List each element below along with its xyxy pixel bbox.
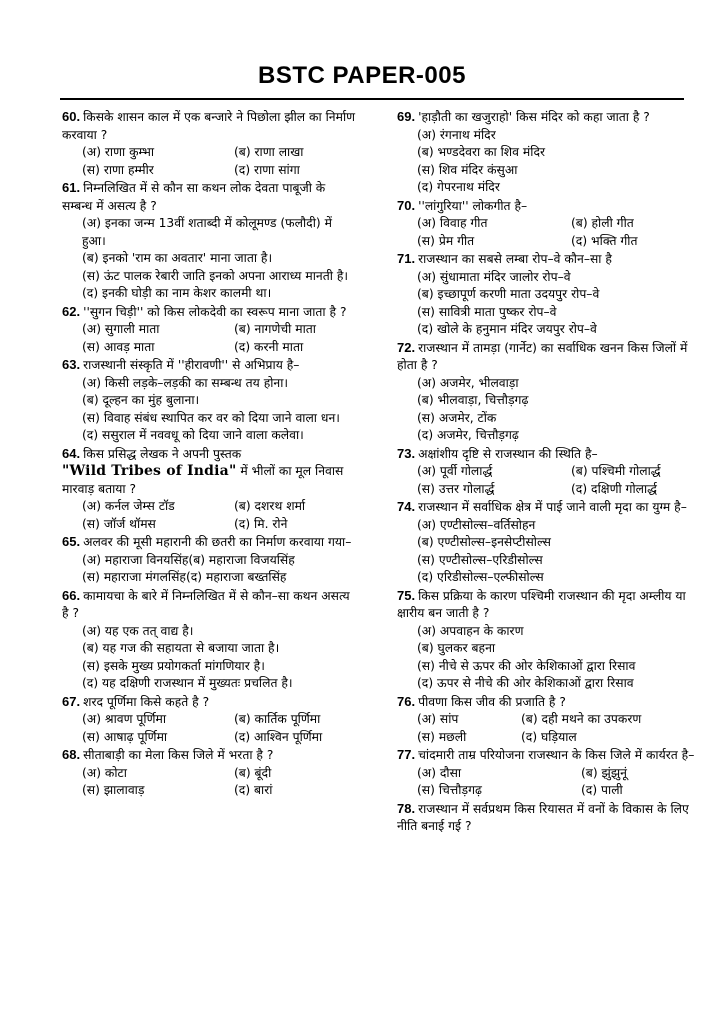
option-b: (ब) भण्डदेवरा का शिव मंदिर bbox=[417, 145, 546, 159]
option-b: (ब) दशरथ शर्मा bbox=[234, 499, 306, 513]
option-d: (द) बारां bbox=[234, 783, 273, 797]
question-number: 69. bbox=[397, 109, 416, 124]
option-a: (अ) सुगाली माता bbox=[82, 322, 160, 336]
option-c: (स) उत्तर गोलार्द्ध bbox=[417, 481, 495, 496]
option-c: (स) प्रेम गीत bbox=[417, 233, 475, 248]
option-a: (अ) अपवाहन के कारण bbox=[417, 623, 524, 638]
question-text: अलवर की मूसी महारानी की छतरी का निर्माण करवाया गया– bbox=[83, 535, 352, 549]
option-a: (अ) कोटा bbox=[82, 765, 127, 780]
question-text: किस प्रसिद्ध लेखक ने अपनी पुस्तक bbox=[83, 446, 242, 461]
question-text: शरद पूर्णिमा किसे कहते है ? bbox=[83, 694, 210, 709]
option-b: (ब) इच्छापूर्ण करणी माता उदयपुर रोप–वे bbox=[417, 287, 600, 301]
question-number: 66. bbox=[62, 587, 81, 603]
question-76 bbox=[397, 693, 697, 747]
option-b: (ब) राणा लाखा bbox=[234, 145, 304, 159]
option-d: (द) खोले के हनुमान मंदिर जयपुर रोप–वे bbox=[417, 322, 597, 336]
question-text: अक्षांशीय दृष्टि से राजस्थान की स्थिति है– bbox=[418, 446, 598, 461]
question-number: 67. bbox=[62, 693, 81, 709]
option-a: (अ) राणा कुम्भा bbox=[82, 145, 155, 159]
right-column bbox=[397, 108, 697, 836]
question-text: राजस्थान का सबसे लम्बा रोप–वे कौन–सा है bbox=[418, 252, 612, 266]
option-ab: (अ) महाराजा विनयसिंह(ब) महाराजा विजयसिंह bbox=[82, 552, 295, 567]
question-77 bbox=[397, 746, 697, 800]
option-c: (स) इसके मुख्य प्रयोगकर्ता मांगणियार है। bbox=[82, 658, 265, 673]
option-a: (अ) सांप bbox=[417, 712, 459, 726]
option-b: (ब) दही मथने का उपकरण bbox=[521, 712, 642, 726]
question-73 bbox=[397, 445, 697, 499]
question-78 bbox=[397, 800, 697, 836]
book-title: "Wild Tribes of India" bbox=[62, 463, 237, 479]
question-text-cont: में भीलों का मूल निवास मारवाड़ बताया ? bbox=[62, 464, 344, 496]
question-text: चांदमारी ताम्र परियोजना राजस्थान के किस जिले में कार्यरत है– bbox=[418, 748, 695, 762]
option-d: (द) इनकी घोड़ी का नाम केशर कालमी था। bbox=[82, 286, 272, 300]
option-b: (ब) पश्चिमी गोलार्द्ध bbox=[571, 464, 661, 478]
question-number: 78. bbox=[397, 800, 416, 816]
question-text: ''लांगुरिया'' लोकगीत है– bbox=[418, 198, 528, 213]
question-text: किस प्रक्रिया के कारण पश्चिमी राजस्थान की मृदा अम्लीय या क्षारीय बन जाती है ? bbox=[397, 588, 686, 620]
question-75 bbox=[397, 587, 697, 693]
option-d: (द) ससुराल में नववधू को दिया जाने वाला कलेवा। bbox=[82, 428, 304, 442]
question-61 bbox=[62, 179, 358, 303]
question-text: निम्नलिखित में से कौन सा कथन लोक देवता पाबूजी के सम्बन्ध में असत्य है ? bbox=[62, 181, 326, 213]
question-69 bbox=[397, 108, 697, 197]
option-a: (अ) दौसा bbox=[417, 765, 462, 780]
option-c: (स) झालावाड़ bbox=[82, 783, 145, 797]
question-number: 63. bbox=[62, 357, 81, 372]
question-number: 64. bbox=[62, 445, 81, 461]
option-b: (ब) नागणेची माता bbox=[234, 322, 316, 336]
option-d: (द) गेपरनाथ मंदिर bbox=[417, 180, 500, 194]
option-c: (स) जॉर्ज थॉमस bbox=[82, 516, 156, 531]
option-d: (द) पाली bbox=[581, 783, 623, 797]
option-c: (स) अजमेर, टोंक bbox=[417, 410, 497, 425]
option-d: (द) आश्विन पूर्णिमा bbox=[234, 729, 323, 744]
question-number: 60. bbox=[62, 109, 81, 124]
title-rule bbox=[60, 98, 684, 100]
options bbox=[397, 711, 697, 746]
option-a: (अ) यह एक तत् वाद्य है। bbox=[82, 623, 194, 638]
question-text: ''सुगन चिड़ी'' को किस लोकदेवी का स्वरूप माना जाता है ? bbox=[83, 304, 347, 319]
option-d: (द) घड़ियाल bbox=[521, 729, 577, 744]
question-number: 75. bbox=[397, 587, 416, 603]
option-d: (द) अजमेर, चित्तौड़गढ़ bbox=[417, 428, 519, 442]
option-c: (स) ऊंट पालक रेबारी जाति इनको अपना आराध्य मानती है। bbox=[82, 268, 349, 283]
question-67 bbox=[62, 693, 358, 747]
option-b: (ब) भीलवाड़ा, चित्तौड़गढ़ bbox=[417, 393, 529, 407]
options bbox=[62, 498, 358, 533]
question-text: पीवणा किस जीव की प्रजाति है ? bbox=[418, 694, 566, 709]
question-text: किसके शासन काल में एक बन्जारे ने पिछोला झील का निर्माण करवाया ? bbox=[62, 110, 356, 142]
question-number: 62. bbox=[62, 303, 81, 319]
option-d: (द) यह दक्षिणी राजस्थान में मुख्यतः प्रचलित है। bbox=[82, 676, 293, 690]
option-a: (अ) श्रावण पूर्णिमा bbox=[82, 712, 167, 726]
question-text: राजस्थान में सर्वाधिक क्षेत्र में पाई जाने वाली मृदा का युग्म है– bbox=[418, 500, 687, 514]
option-cd: (स) महाराजा मंगलसिंह(द) महाराजा बख्तसिंह bbox=[82, 570, 287, 584]
question-number: 70. bbox=[397, 197, 416, 213]
option-c: (स) आवड़ माता bbox=[82, 339, 155, 354]
option-d: (द) राणा सांगा bbox=[234, 162, 300, 177]
options bbox=[62, 144, 358, 179]
option-b: (ब) इनको 'राम का अवतार' माना जाता है। bbox=[82, 251, 273, 265]
question-text: कामायचा के बारे में निम्नलिखित में से कौन–सा कथन असत्य है ? bbox=[62, 588, 350, 620]
options bbox=[397, 765, 697, 800]
option-b: (ब) घुलकर बहना bbox=[417, 641, 496, 655]
option-b: (ब) होली गीत bbox=[571, 216, 634, 230]
question-71 bbox=[397, 250, 697, 339]
question-number: 68. bbox=[62, 747, 81, 762]
option-d: (द) भक्ति गीत bbox=[571, 233, 638, 248]
question-number: 73. bbox=[397, 445, 416, 461]
question-62 bbox=[62, 303, 358, 357]
option-a: (अ) पूर्वी गोलार्द्ध bbox=[417, 464, 493, 478]
question-text: राजस्थान में तामड़ा (गार्नेट) का सर्वाधिक खनन किस जिलों में होता है ? bbox=[397, 340, 688, 372]
option-c: (स) मछली bbox=[417, 729, 467, 744]
options bbox=[62, 711, 358, 746]
option-d: (द) दक्षिणी गोलार्द्ध bbox=[571, 481, 658, 496]
question-number: 61. bbox=[62, 180, 81, 195]
option-b: (ब) कार्तिक पूर्णिमा bbox=[234, 712, 321, 726]
option-b: (ब) झुंझुनूं bbox=[581, 765, 627, 780]
question-number: 72. bbox=[397, 339, 416, 355]
option-d: (द) करनी माता bbox=[234, 339, 304, 354]
question-64 bbox=[62, 445, 358, 534]
option-c: (स) चित्तौड़गढ़ bbox=[417, 783, 482, 797]
question-70 bbox=[397, 197, 697, 251]
option-c: (स) नीचे से ऊपर की ओर केशिकाओं द्वारा रिसाव bbox=[417, 658, 636, 673]
option-c: (स) विवाह संबंध स्थापित कर वर को दिया जाने वाला धन। bbox=[82, 410, 340, 425]
question-60 bbox=[62, 108, 358, 179]
option-b: (ब) बूंदी bbox=[234, 765, 272, 780]
option-a: (अ) सुंधामाता मंदिर जालोर रोप–वे bbox=[417, 269, 571, 284]
options bbox=[397, 463, 697, 498]
options bbox=[62, 765, 358, 800]
question-63 bbox=[62, 356, 358, 445]
question-text: राजस्थानी संस्कृति में ''हीरावणी'' से अभिप्राय है– bbox=[83, 358, 300, 372]
option-c: (स) राणा हम्मीर bbox=[82, 162, 154, 177]
question-number: 77. bbox=[397, 747, 416, 762]
question-66 bbox=[62, 587, 358, 693]
option-b: (ब) एण्टीसोल्स–इनसेप्टीसोल्स bbox=[417, 535, 551, 549]
question-number: 74. bbox=[397, 499, 416, 514]
option-a: (अ) अजमेर, भीलवाड़ा bbox=[417, 375, 519, 390]
option-a: (अ) इनका जन्म 13वीं शताब्दी में कोलूमण्ड (फलौदी) में हुआ। bbox=[82, 216, 332, 248]
option-b: (ब) यह गज की सहायता से बजाया जाता है। bbox=[82, 641, 280, 655]
question-text: सीताबाड़ी का मेला किस जिले में भरता है ? bbox=[83, 748, 274, 762]
option-a: (अ) किसी लड़के–लड़की का सम्बन्ध तय होना। bbox=[82, 375, 289, 390]
option-a: (अ) एण्टीसोल्स–वर्तिसोहन bbox=[417, 517, 536, 532]
option-c: (स) एण्टीसोल्स–एरिडीसोल्स bbox=[417, 552, 543, 567]
question-text: 'हाड़ौती का खजुराहो' किस मंदिर को कहा जाता है ? bbox=[418, 110, 650, 124]
question-number: 65. bbox=[62, 534, 81, 549]
question-72 bbox=[397, 339, 697, 445]
question-number: 71. bbox=[397, 251, 416, 266]
option-d: (द) एरिडीसोल्स–एल्फीसोल्स bbox=[417, 570, 544, 584]
option-c: (स) सावित्री माता पुष्कर रोप–वे bbox=[417, 304, 557, 319]
question-74 bbox=[397, 498, 697, 587]
option-a: (अ) कर्नल जेम्स टॉड bbox=[82, 499, 175, 513]
option-a: (अ) विवाह गीत bbox=[417, 216, 488, 230]
options bbox=[397, 215, 697, 250]
option-d: (द) ऊपर से नीचे की ओर केशिकाओं द्वारा रिसाव bbox=[417, 676, 634, 690]
question-text: राजस्थान में सर्वप्रथम किस रियासत में वनों के विकास के लिए नीति बनाई गई ? bbox=[397, 801, 689, 833]
option-d: (द) मि. रोने bbox=[234, 516, 288, 531]
left-column bbox=[62, 108, 358, 800]
options bbox=[62, 321, 358, 356]
question-65 bbox=[62, 533, 358, 587]
option-c: (स) शिव मंदिर कंसुआ bbox=[417, 162, 518, 177]
page-title: BSTC PAPER-005 bbox=[258, 62, 466, 89]
option-a: (अ) रंगनाथ मंदिर bbox=[417, 127, 496, 142]
option-c: (स) आषाढ़ पूर्णिमा bbox=[82, 729, 168, 744]
question-68 bbox=[62, 746, 358, 800]
option-b: (ब) दूल्हन का मुंह बुलाना। bbox=[82, 393, 200, 407]
question-number: 76. bbox=[397, 693, 416, 709]
